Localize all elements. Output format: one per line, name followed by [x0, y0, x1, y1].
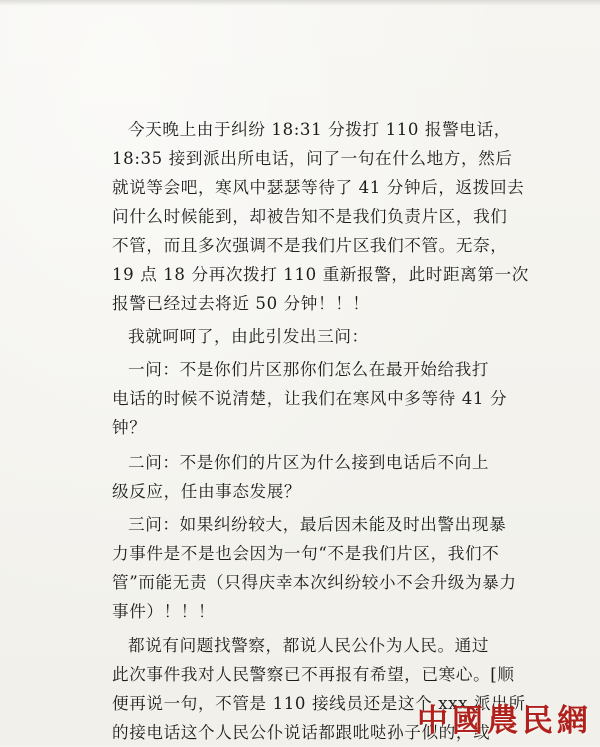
text-line: 二问：不是你们的片区为什么接到电话后不向上: [128, 453, 490, 472]
text-line: 今天晚上由于纠纷 18:31 分拨打 110 报警电话，: [128, 120, 511, 139]
text-line: 都说有问题找警察，都说人民公仆为人民。通过: [128, 636, 490, 655]
site-watermark: 中國農民網: [417, 703, 592, 739]
text-line: 此次事件我对人民警察已不再报有希望，已寒心。[顺: [112, 665, 515, 684]
text-line: 级反应，任由事态发展？: [112, 482, 302, 501]
text-line: 力事件是不是也会因为一句“不是我们片区，我们不: [112, 544, 500, 563]
text-line: 不管，而且多次强调不是我们片区我们不管。无奈，: [112, 236, 508, 255]
text-line: 电话的时候不说清楚，让我们在寒风中多等待 41 分: [112, 389, 508, 408]
text-line: 就说等会吧，寒风中瑟瑟等待了 41 分钟后，返拨回去: [112, 178, 525, 197]
text-line: 19 点 18 分再次拨打 110 重新报警，此时距离第一次: [112, 265, 529, 284]
text-line: 事件）！！！: [112, 602, 216, 621]
text-line: 管”而能无责（只得庆幸本次纠纷较小不会升级为暴力: [112, 573, 517, 592]
text-line: 一问：不是你们片区那你们怎么在最开始给我打: [128, 360, 490, 379]
text-line: 便再说一句，不管是 110 接线员还是这个 xxx 派出所: [112, 694, 526, 713]
page-top-edge: [0, 0, 600, 6]
text-line: 我就呵呵了，由此引发出三问：: [128, 327, 369, 346]
text-line: 三问：如果纠纷较大，最后因未能及时出警出现暴: [128, 515, 507, 534]
text-line: 钟？: [112, 418, 147, 437]
text-line: 18:35 接到派出所电话，问了一句在什么地方，然后: [112, 149, 513, 168]
text-line: 的接电话这个人民公仆说话都跟吡哒孙子似的，或: [112, 723, 491, 742]
text-line: 报警已经过去将近 50 分钟！！！: [112, 294, 370, 313]
text-line: 问什么时候能到，却被告知不是我们负责片区，我们: [112, 207, 508, 226]
